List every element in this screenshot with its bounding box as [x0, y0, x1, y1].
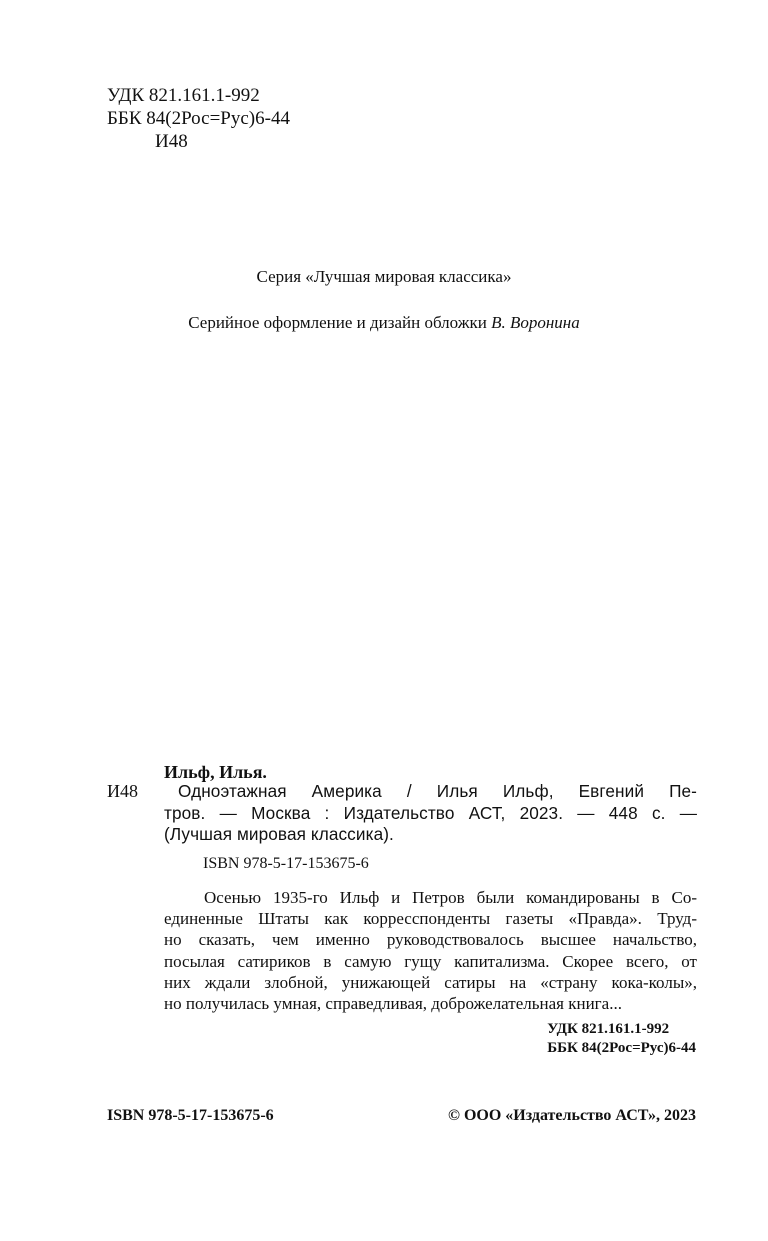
author-mark: И48: [155, 131, 188, 152]
bibliographic-line: (Лучшая мировая классика).: [164, 824, 394, 844]
annotation-line: но получилась умная, справедливая, доброжелательная книга...: [164, 994, 622, 1014]
udk-code-bottom: УДК 821.161.1-992: [547, 1021, 670, 1037]
annotation: [164, 887, 697, 1014]
designer-name: В. Воронина: [491, 313, 580, 332]
series-title: Серия «Лучшая мировая классика»: [256, 267, 512, 286]
bibliographic-description: [164, 781, 697, 846]
udk-code: УДК 821.161.1-992: [107, 85, 260, 106]
bibliographic-author-mark: И48: [107, 781, 138, 801]
bibliographic-line: Одноэтажная Америка / Илья Ильф, Евгений Пе-: [178, 781, 697, 801]
isbn-in-description: ISBN 978-5-17-153675-6: [203, 855, 369, 872]
bibliographic-line: тров. — Москва : Издательство АСТ, 2023. — 448 с. —: [164, 802, 697, 823]
bibliographic-author: Ильф, Илья.: [164, 762, 267, 782]
annotation-line: посылая сатириков в самую гущу капитализма. Скорее всего, от: [164, 951, 697, 971]
annotation-line: них ждали злобной, унижающей сатиры на «страну кока-колы»,: [164, 972, 697, 992]
annotation-line: Осенью 1935-го Ильф и Петров были командированы в Со-: [204, 888, 697, 907]
isbn-footer: ISBN 978-5-17-153675-6: [107, 1107, 274, 1124]
annotation-line: единенные Штаты как корресспонденты газеты «Правда». Труд-: [164, 909, 697, 929]
design-credit-text: Серийное оформление и дизайн обложки: [188, 313, 492, 332]
design-credit: [0, 313, 768, 333]
copyright-notice: © ООО «Издательство АСТ», 2023: [447, 1107, 696, 1124]
bbk-code: ББК 84(2Рос=Рус)6-44: [107, 108, 290, 129]
classification-codes-bottom: [547, 1020, 696, 1058]
classification-codes-top: [107, 84, 290, 153]
annotation-line: но сказать, чем именно руководствовалось высшее начальство,: [164, 930, 697, 950]
bbk-code-bottom: ББК 84(2Рос=Рус)6-44: [547, 1040, 696, 1056]
